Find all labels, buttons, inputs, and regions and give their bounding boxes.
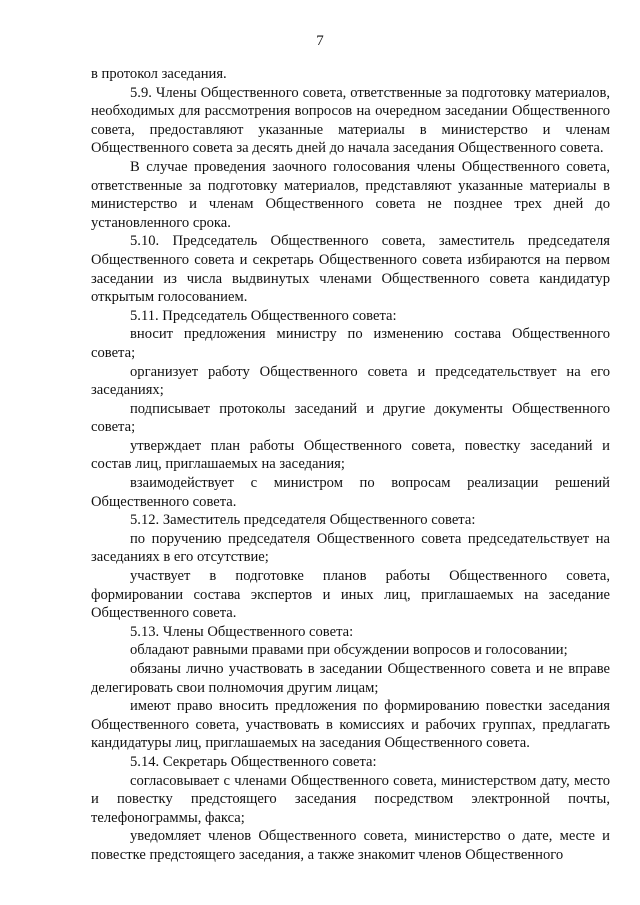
paragraph-secretary-notifies: уведомляет членов Общественного совета, министерство о дате, месте и повестке предстоящего заседания, а также знакомит членов Общественного: [91, 828, 610, 863]
paragraph-deputy-presides: по поручению председателя Общественного совета председательствует на заседаниях в его отсутствие;: [91, 530, 610, 566]
paragraph-members-equal-rights: обладают равными правами при обсуждении вопросов и голосовании;: [130, 642, 568, 659]
paragraph-chair-interacts: взаимодействует с министром по вопросам реализации решений Общественного совета.: [91, 475, 610, 510]
paragraph-chair-signs: подписывает протоколы заседаний и другие документы Общественного совета;: [91, 400, 610, 436]
paragraph-members-may-propose: имеют право вносить предложения по формированию повестки заседания Общественного совета, участвовать в комиссиях и рабочих группах, предлагать кандидатуры лиц, приглашаемых на заседания Общественного совета.: [91, 698, 610, 752]
paragraph-absentee-voting: В случае проведения заочного голосования члены Общественного совета, ответственные за подготовку материалов, представляют указанные материалы в министерство и членам Общественного совета не позднее трех дней до установленного срока.: [91, 158, 610, 231]
paragraph-members-obliged: обязаны лично участвовать в заседании Общественного совета и не вправе делегировать свои полномочия другим лицам;: [91, 661, 610, 696]
paragraph-chair-proposals: вносит предложения министру по изменению состава Общественного совета;: [91, 326, 610, 361]
paragraph-continuation: в протокол заседания.: [91, 66, 227, 82]
paragraph-secretary-coordinates: согласовывает с членами Общественного совета, министерством дату, место и повестку предстоящего заседания посредством электронной почты, телефонограммы, факса;: [91, 772, 610, 826]
paragraph-chair-organizes: организует работу Общественного совета и председательствует на его заседаниях;: [91, 363, 610, 399]
paragraph-5-11-heading: 5.11. Председатель Общественного совета:: [130, 307, 397, 324]
paragraph-5-9: 5.9. Члены Общественного совета, ответственные за подготовку материалов, необходимых для рассмотрения вопросов на очередном заседании Общественного совета, предоставляют указанные материалы в министерство и членам Общественного совета за десять дней до начала заседания Общественного совета.: [91, 84, 610, 157]
document-body: [91, 65, 610, 865]
paragraph-5-13-heading: 5.13. Члены Общественного совета:: [130, 623, 354, 640]
paragraph-5-14-heading: 5.14. Секретарь Общественного совета:: [130, 753, 377, 770]
paragraph-5-10: 5.10. Председатель Общественного совета, заместитель председателя Общественного совета и секретарь Общественного совета избираются на первом заседании из числа выдвинутых членами Общественного совета кандидатур открытым голосованием.: [91, 233, 610, 306]
paragraph-chair-approves: утверждает план работы Общественного совета, повестку заседаний и состав лиц, приглашаемых на заседания;: [91, 437, 610, 473]
page-number: 7: [316, 33, 324, 49]
paragraph-deputy-participates: участвует в подготовке планов работы Общественного совета, формировании состава экспертов и иных лиц, приглашаемых на заседание Общественного совета.: [91, 568, 610, 622]
paragraph-5-12-heading: 5.12. Заместитель председателя Общественного совета:: [130, 512, 476, 529]
